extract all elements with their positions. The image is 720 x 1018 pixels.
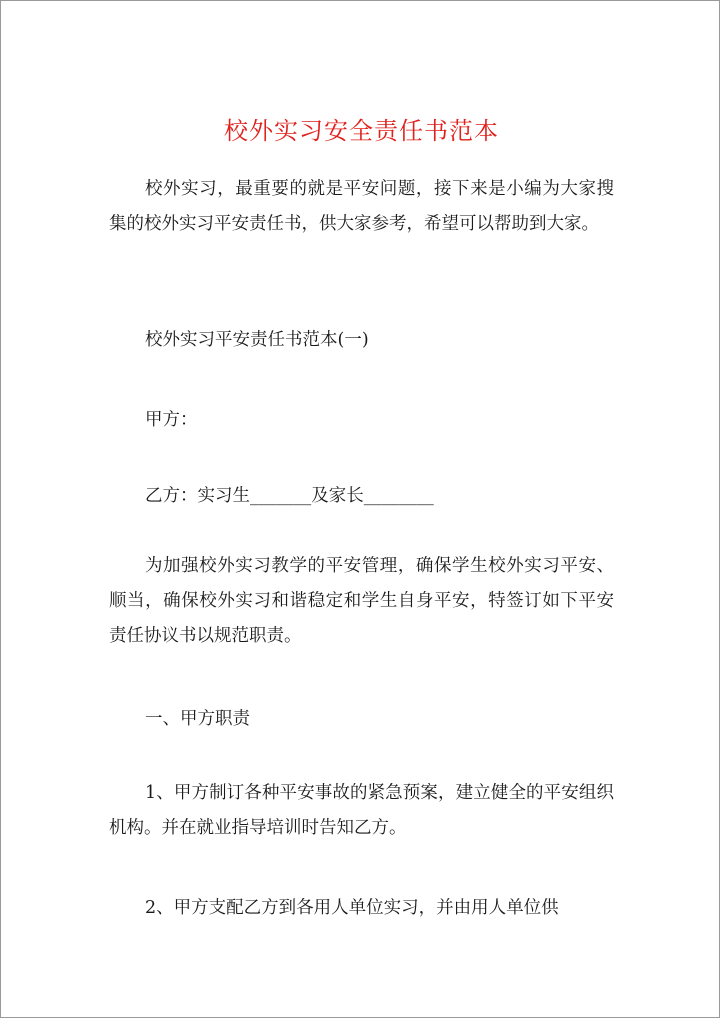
duty-item-1: 1、甲方制订各种平安事故的紧急预案，建立健全的平安组织机构。并在就业指导培训时告知乙方。 xyxy=(109,783,614,838)
party-b-line: 乙方：实习生_______及家长________ xyxy=(145,486,434,506)
section-heading-party-a-duties: 一、甲方职责 xyxy=(145,709,250,729)
party-a-line: 甲方： xyxy=(145,410,198,430)
section-subtitle: 校外实习平安责任书范本(一) xyxy=(145,330,369,350)
purpose-paragraph: 为加强校外实习教学的平安管理，确保学生校外实习平安、顺当，确保校外实习和谐稳定和学生自身平安，特签订如下平安责任协议书以规范职责。 xyxy=(109,556,614,646)
document-title: 校外实习安全责任书范本 xyxy=(224,117,499,145)
intro-paragraph: 校外实习，最重要的就是平安问题，接下来是小编为大家搜集的校外实习平安责任书，供大家参考，希望可以帮助到大家。 xyxy=(109,179,614,234)
duty-item-2: 2、甲方支配乙方到各用人单位实习，并由用人单位供 xyxy=(145,898,559,918)
